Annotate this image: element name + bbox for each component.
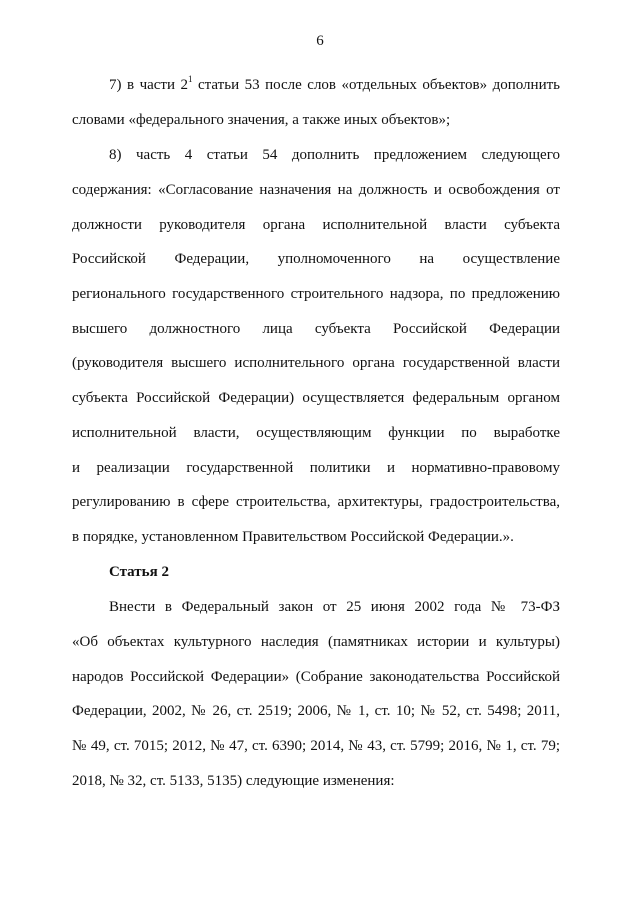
item-8-line-12: в порядке, установленном Правительством Российской Федерации.». [72, 528, 514, 545]
article-2-line-4: Федерации, 2002, № 26, ст. 2519; 2006, № 1, ст. 10; № 52, ст. 5498; 2011, [72, 703, 560, 720]
item-8-line-8: субъекта Российской Федерации) осуществляется федеральным органом [72, 390, 560, 407]
item-7-line-1 [72, 68, 560, 103]
document-body [72, 68, 560, 799]
article-2-line-5: № 49, ст. 7015; 2012, № 47, ст. 6390; 2014, № 43, ст. 5799; 2016, № 1, ст. 79; [72, 737, 560, 754]
article-2-line-3: народов Российской Федерации» (Собрание законодательства Российской [72, 668, 560, 685]
item-8-line-6: высшего должностного лица субъекта Российской Федерации [72, 320, 560, 337]
item-8-paragraph [72, 138, 560, 554]
item-7-text-a: 7) в части 2 [109, 77, 189, 93]
item-7-superscript: 1 [188, 74, 193, 84]
item-8-line-7: (руководителя высшего исполнительного органа государственной власти [72, 355, 560, 372]
item-8-line-1: 8) часть 4 статьи 54 дополнить предложением следующего [109, 147, 560, 164]
item-8-line-10: и реализации государственной политики и нормативно-правовому [72, 459, 560, 476]
item-8-line-3: должности руководителя органа исполнительной власти субъекта [72, 216, 560, 233]
item-8-line-4: Российской Федерации, уполномоченного на осуществление [72, 251, 560, 268]
article-2-line-1: Внести в Федеральный закон от 25 июня 2002 года № 73-ФЗ [109, 599, 560, 616]
item-8-line-9: исполнительной власти, осуществляющим функции по выработке [72, 424, 560, 441]
article-2-line-2: «Об объектах культурного наследия (памятниках истории и культуры) [72, 633, 560, 650]
item-8-line-11: регулированию в сфере строительства, архитектуры, градостроительства, [72, 494, 560, 511]
item-7-text-b: статьи 53 после слов «отдельных объектов» дополнить [192, 77, 560, 93]
page-number: 6 [316, 33, 324, 49]
article-2-paragraph [72, 590, 560, 798]
article-2-line-6: 2018, № 32, ст. 5133, 5135) следующие изменения: [72, 772, 395, 789]
item-8-line-2: содержания: «Согласование назначения на должность и освобождения от [72, 181, 560, 198]
item-7-paragraph [72, 68, 560, 137]
article-2-heading: Статья 2 [109, 564, 169, 581]
item-8-line-5: регионального государственного строительного надзора, по предложению [72, 286, 560, 303]
item-7-line-2: словами «федерального значения, а также иных объектов»; [72, 111, 451, 128]
